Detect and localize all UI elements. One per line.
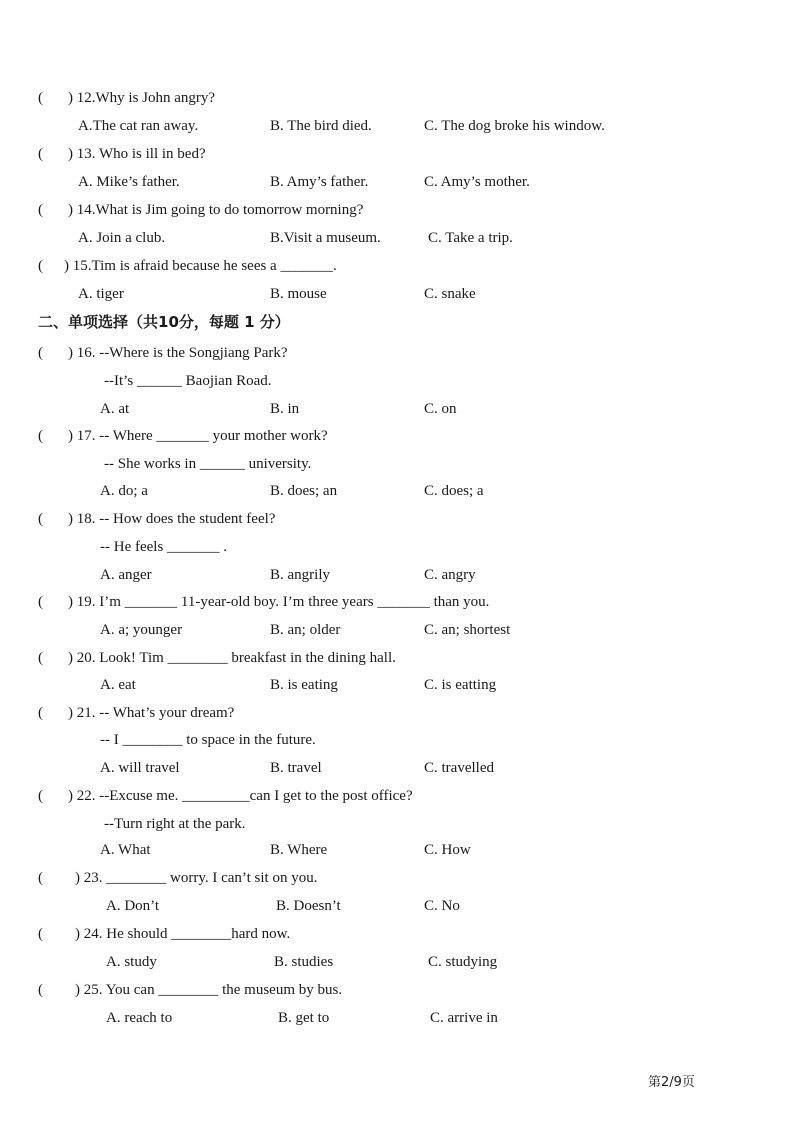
option-a: A. reach to xyxy=(106,1010,173,1026)
option-c: C. on xyxy=(424,401,457,417)
answer-paren: ( xyxy=(38,146,43,162)
option-a: A. a; younger xyxy=(100,622,183,638)
answer-paren: ( xyxy=(38,705,43,721)
answer-paren: ( xyxy=(38,594,43,610)
question-stem: ) 22. --Excuse me. _________can I get to the post office? xyxy=(68,788,413,804)
option-a: A. Mike’s father. xyxy=(78,174,180,190)
option-c: C. How xyxy=(424,842,471,858)
answer-paren: ( xyxy=(38,511,43,527)
question-sub: --It’s ______ Baojian Road. xyxy=(104,373,272,389)
answer-paren: ( xyxy=(38,345,43,361)
option-b: B. is eating xyxy=(270,677,338,693)
option-b: B. mouse xyxy=(270,286,327,302)
answer-paren: ( xyxy=(38,428,43,444)
option-b: B. get to xyxy=(278,1010,330,1026)
question-sub: -- I ________ to space in the future. xyxy=(100,732,316,748)
option-b: B. does; an xyxy=(270,483,338,499)
option-b: B. studies xyxy=(274,954,334,970)
option-a: A. do; a xyxy=(100,483,148,499)
option-a: A. Join a club. xyxy=(78,230,166,246)
option-a: A. Don’t xyxy=(106,898,160,914)
option-c: C. studying xyxy=(428,954,498,970)
option-b: B. travel xyxy=(270,760,322,776)
question-sub: --Turn right at the park. xyxy=(104,816,246,832)
option-a: A. What xyxy=(100,842,151,858)
option-c: C. snake xyxy=(424,286,476,302)
option-c: C. arrive in xyxy=(430,1010,498,1026)
option-c: C. an; shortest xyxy=(424,622,511,638)
question-stem: ) 13. Who is ill in bed? xyxy=(68,146,206,162)
option-b: B. in xyxy=(270,401,300,417)
question-stem: ) 15.Tim is afraid because he sees a _______. xyxy=(64,258,337,274)
option-a: A. will travel xyxy=(100,760,180,776)
answer-paren: ( xyxy=(38,258,43,274)
page-number: 第2/9页 xyxy=(648,1075,695,1090)
option-c: C. The dog broke his window. xyxy=(424,118,605,134)
question-stem: ) 25. You can ________ the museum by bus. xyxy=(75,982,343,998)
question-stem: ) 19. I’m _______ 11-year-old boy. I’m three years _______ than you. xyxy=(68,594,490,610)
option-b: B. angrily xyxy=(270,567,330,583)
option-b: B. Amy’s father. xyxy=(270,174,369,190)
answer-paren: ( xyxy=(38,788,43,804)
question-stem: ) 24. He should ________hard now. xyxy=(75,926,291,942)
answer-paren: ( xyxy=(38,202,43,218)
question-stem: ) 23. ________ worry. I can’t sit on you. xyxy=(75,870,318,886)
section-title: 二、单项选择（共10分，每题 1 分） xyxy=(38,313,290,331)
answer-paren: ( xyxy=(38,982,43,998)
option-c: C. Take a trip. xyxy=(428,230,513,246)
option-c: C. does; a xyxy=(424,483,484,499)
option-a: A. anger xyxy=(100,567,152,583)
option-c: C. angry xyxy=(424,567,476,583)
answer-paren: ( xyxy=(38,90,43,106)
question-stem: ) 21. -- What’s your dream? xyxy=(68,705,235,721)
question-stem: ) 17. -- Where _______ your mother work? xyxy=(68,428,328,444)
option-a: A. study xyxy=(106,954,157,970)
option-a: A. at xyxy=(100,401,130,417)
question-stem: ) 16. --Where is the Songjiang Park? xyxy=(68,345,288,361)
option-b: B. The bird died. xyxy=(270,118,372,134)
option-b: B. Where xyxy=(270,842,328,858)
option-b: B. Doesn’t xyxy=(276,898,341,914)
option-b: B.Visit a museum. xyxy=(270,230,381,246)
option-c: C. travelled xyxy=(424,760,494,776)
answer-paren: ( xyxy=(38,650,43,666)
question-stem: ) 20. Look! Tim ________ breakfast in the dining hall. xyxy=(68,650,396,666)
option-a: A. eat xyxy=(100,677,136,693)
question-stem: ) 18. -- How does the student feel? xyxy=(68,511,276,527)
option-c: C. is eatting xyxy=(424,677,497,693)
option-a: A. tiger xyxy=(78,286,124,302)
option-a: A.The cat ran away. xyxy=(78,118,199,134)
answer-paren: ( xyxy=(38,926,43,942)
option-b: B. an; older xyxy=(270,622,341,638)
question-sub: -- He feels _______ . xyxy=(100,539,228,555)
answer-paren: ( xyxy=(38,870,43,886)
question-sub: -- She works in ______ university. xyxy=(104,456,312,472)
question-stem: ) 12.Why is John angry? xyxy=(68,90,216,106)
question-stem: ) 14.What is Jim going to do tomorrow morning? xyxy=(68,202,364,218)
option-c: C. Amy’s mother. xyxy=(424,174,530,190)
option-c: C. No xyxy=(424,898,460,914)
